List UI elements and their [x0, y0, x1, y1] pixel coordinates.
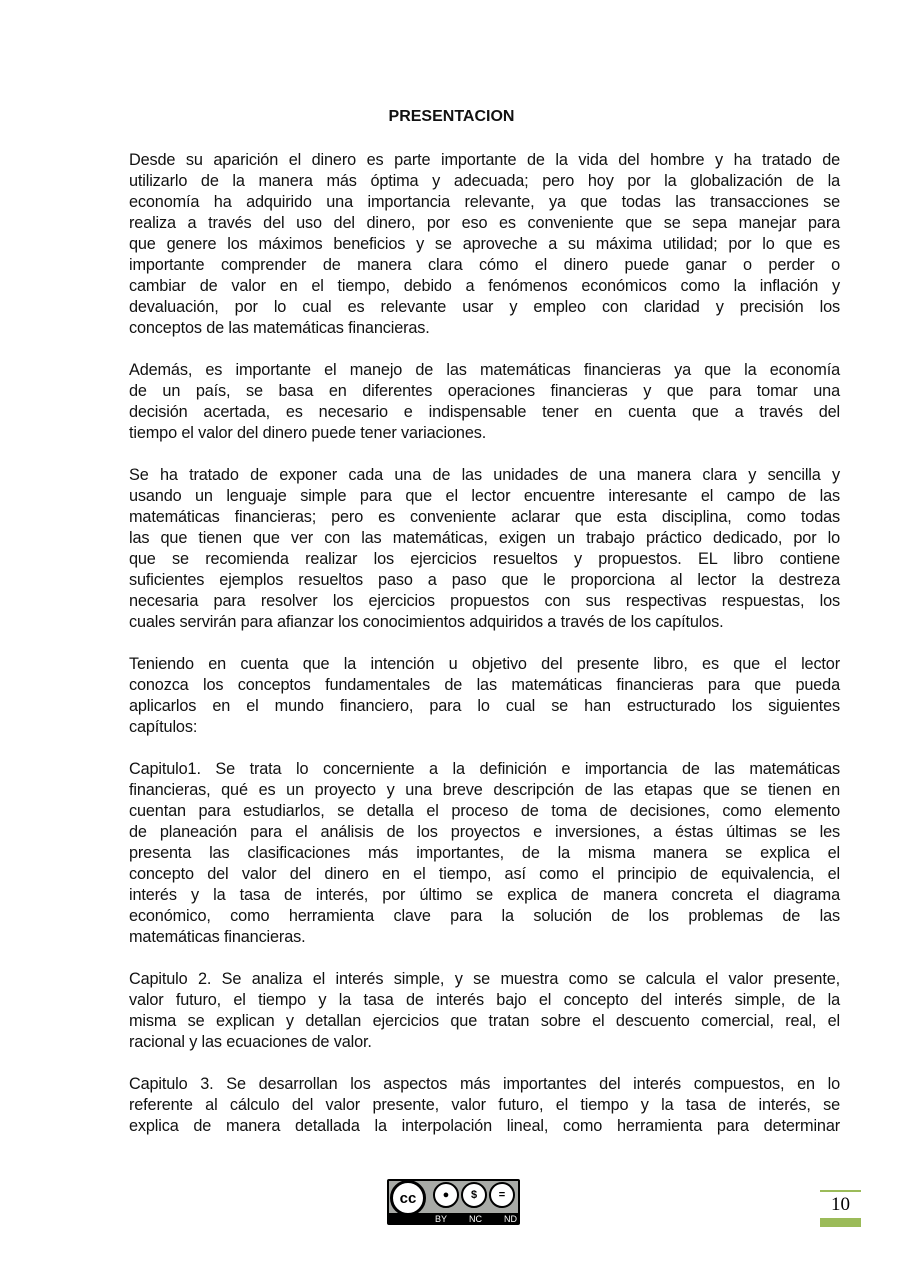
text-line: valor futuro, el tiempo y la tasa de interés bajo el concepto del interés simple, de la: [129, 991, 840, 1009]
text-line: capítulos:: [129, 718, 198, 736]
paragraph: [129, 969, 840, 1053]
text-line: cuales servirán para afianzar los conocimientos adquiridos a través de los capítulos.: [129, 613, 724, 631]
license-labels: [435, 1214, 517, 1224]
text-line: concepto del valor del dinero en el tiempo, así como el principio de equivalencia, el: [129, 865, 840, 883]
text-line: tiempo el valor del dinero puede tener variaciones.: [129, 424, 487, 442]
paragraph: [129, 654, 840, 738]
cc-icon: cc: [390, 1180, 426, 1216]
document-body: [129, 150, 840, 1158]
text-line: suficientes ejemplos resueltos paso a paso que le proporciona al lector la destreza: [129, 571, 840, 589]
text-line: de un país, se basa en diferentes operaciones financieras y que para tomar una: [129, 382, 840, 400]
creative-commons-license-logo: [387, 1179, 520, 1225]
text-line: económico, como herramienta clave para la solución de los problemas de las: [129, 907, 840, 925]
text-line: cuentan para estudiarlos, se detalla el proceso de toma de decisiones, como elemento: [129, 802, 840, 820]
text-line: que genere los máximos beneficios y se aproveche a su máxima utilidad; por lo que es: [129, 235, 840, 253]
text-line: de planeación para el análisis de los proyectos e inversiones, a éstas últimas se les: [129, 823, 840, 841]
noncommercial-icon: $: [461, 1182, 487, 1208]
attribution-icon: ●: [433, 1182, 459, 1208]
text-line: cambiar de valor en el tiempo, debido a fenómenos económicos como la inflación y: [129, 277, 840, 295]
text-line: Capitulo 3. Se desarrollan los aspectos más importantes del interés compuestos, en lo: [129, 1075, 840, 1093]
text-line: aplicarlos en el mundo financiero, para lo cual se han estructurado los siguientes: [129, 697, 840, 715]
paragraph: [129, 759, 840, 948]
text-line: Capitulo1. Se trata lo concerniente a la definición e importancia de las matemáticas: [129, 760, 840, 778]
title-text: PRESENTACION: [388, 108, 515, 125]
text-line: referente al cálculo del valor presente, valor futuro, el tiempo y la tasa de interés, se: [129, 1096, 840, 1114]
text-line: explica de manera detallada la interpolación lineal, como herramienta para determinar: [129, 1117, 840, 1135]
text-line: Se ha tratado de exponer cada una de las unidades de una manera clara y sencilla y: [129, 466, 840, 484]
paragraph: [129, 150, 840, 339]
text-line: conozca los conceptos fundamentales de las matemáticas financieras para que pueda: [129, 676, 840, 694]
text-line: Además, es importante el manejo de las matemáticas financieras ya que la economía: [129, 361, 840, 379]
text-line: matemáticas financieras.: [129, 928, 306, 946]
text-line: conceptos de las matemáticas financieras.: [129, 319, 430, 337]
paragraph: [129, 465, 840, 633]
text-line: las que tienen que ver con las matemáticas, exigen un trabajo práctico dedicado, por lo: [129, 529, 840, 547]
text-line: usando un lenguaje simple para que el lector encuentre interesante el campo de las: [129, 487, 840, 505]
text-line: realiza a través del uso del dinero, por eso es conveniente que se sepa manejar para: [129, 214, 840, 232]
text-line: decisión acertada, es necesario e indispensable tener en cuenta que a través del: [129, 403, 840, 421]
text-line: racional y las ecuaciones de valor.: [129, 1033, 372, 1051]
page-title: [0, 108, 905, 126]
text-line: economía ha adquirido una importancia relevante, ya que todas las transacciones se: [129, 193, 840, 211]
text-line: devaluación, por lo cual es relevante usar y empleo con claridad y precisión los: [129, 298, 840, 316]
text-line: misma se explican y detallan ejercicios que tratan sobre el descuento comercial, real, el: [129, 1012, 840, 1030]
noderivatives-icon: =: [489, 1182, 515, 1208]
text-line: que se recomienda realizar los ejercicios resueltos y propuestos. EL libro contiene: [129, 550, 840, 568]
text-line: Capitulo 2. Se analiza el interés simple, y se muestra como se calcula el valor presente,: [129, 970, 840, 988]
paragraph: [129, 360, 840, 444]
label-nc: NC: [469, 1214, 482, 1224]
page-number: 10: [831, 1194, 850, 1215]
paragraph: [129, 1074, 840, 1137]
text-line: matemáticas financieras; pero es conveniente aclarar que esta disciplina, como todas: [129, 508, 840, 526]
text-line: Teniendo en cuenta que la intención u objetivo del presente libro, es que el lector: [129, 655, 840, 673]
text-line: utilizarlo de la manera más óptima y adecuada; pero hoy por la globalización de la: [129, 172, 840, 190]
text-line: necesaria para resolver los ejercicios propuestos con sus respectivas respuestas, los: [129, 592, 840, 610]
text-line: Desde su aparición el dinero es parte importante de la vida del hombre y ha tratado de: [129, 151, 840, 169]
text-line: interés y la tasa de interés, por último se explica de manera concreta el diagrama: [129, 886, 840, 904]
label-nd: ND: [503, 1214, 517, 1224]
label-by: BY: [435, 1214, 448, 1224]
text-line: importante comprender de manera clara cómo el dinero puede ganar o perder o: [129, 256, 840, 274]
text-line: presenta las clasificaciones más importantes, de la misma manera se explica el: [129, 844, 840, 862]
text-line: financieras, qué es un proyecto y una breve descripción de las etapas que se tienen en: [129, 781, 840, 799]
accent-rule-bottom: [820, 1218, 861, 1227]
page-number-box: [820, 1190, 861, 1227]
